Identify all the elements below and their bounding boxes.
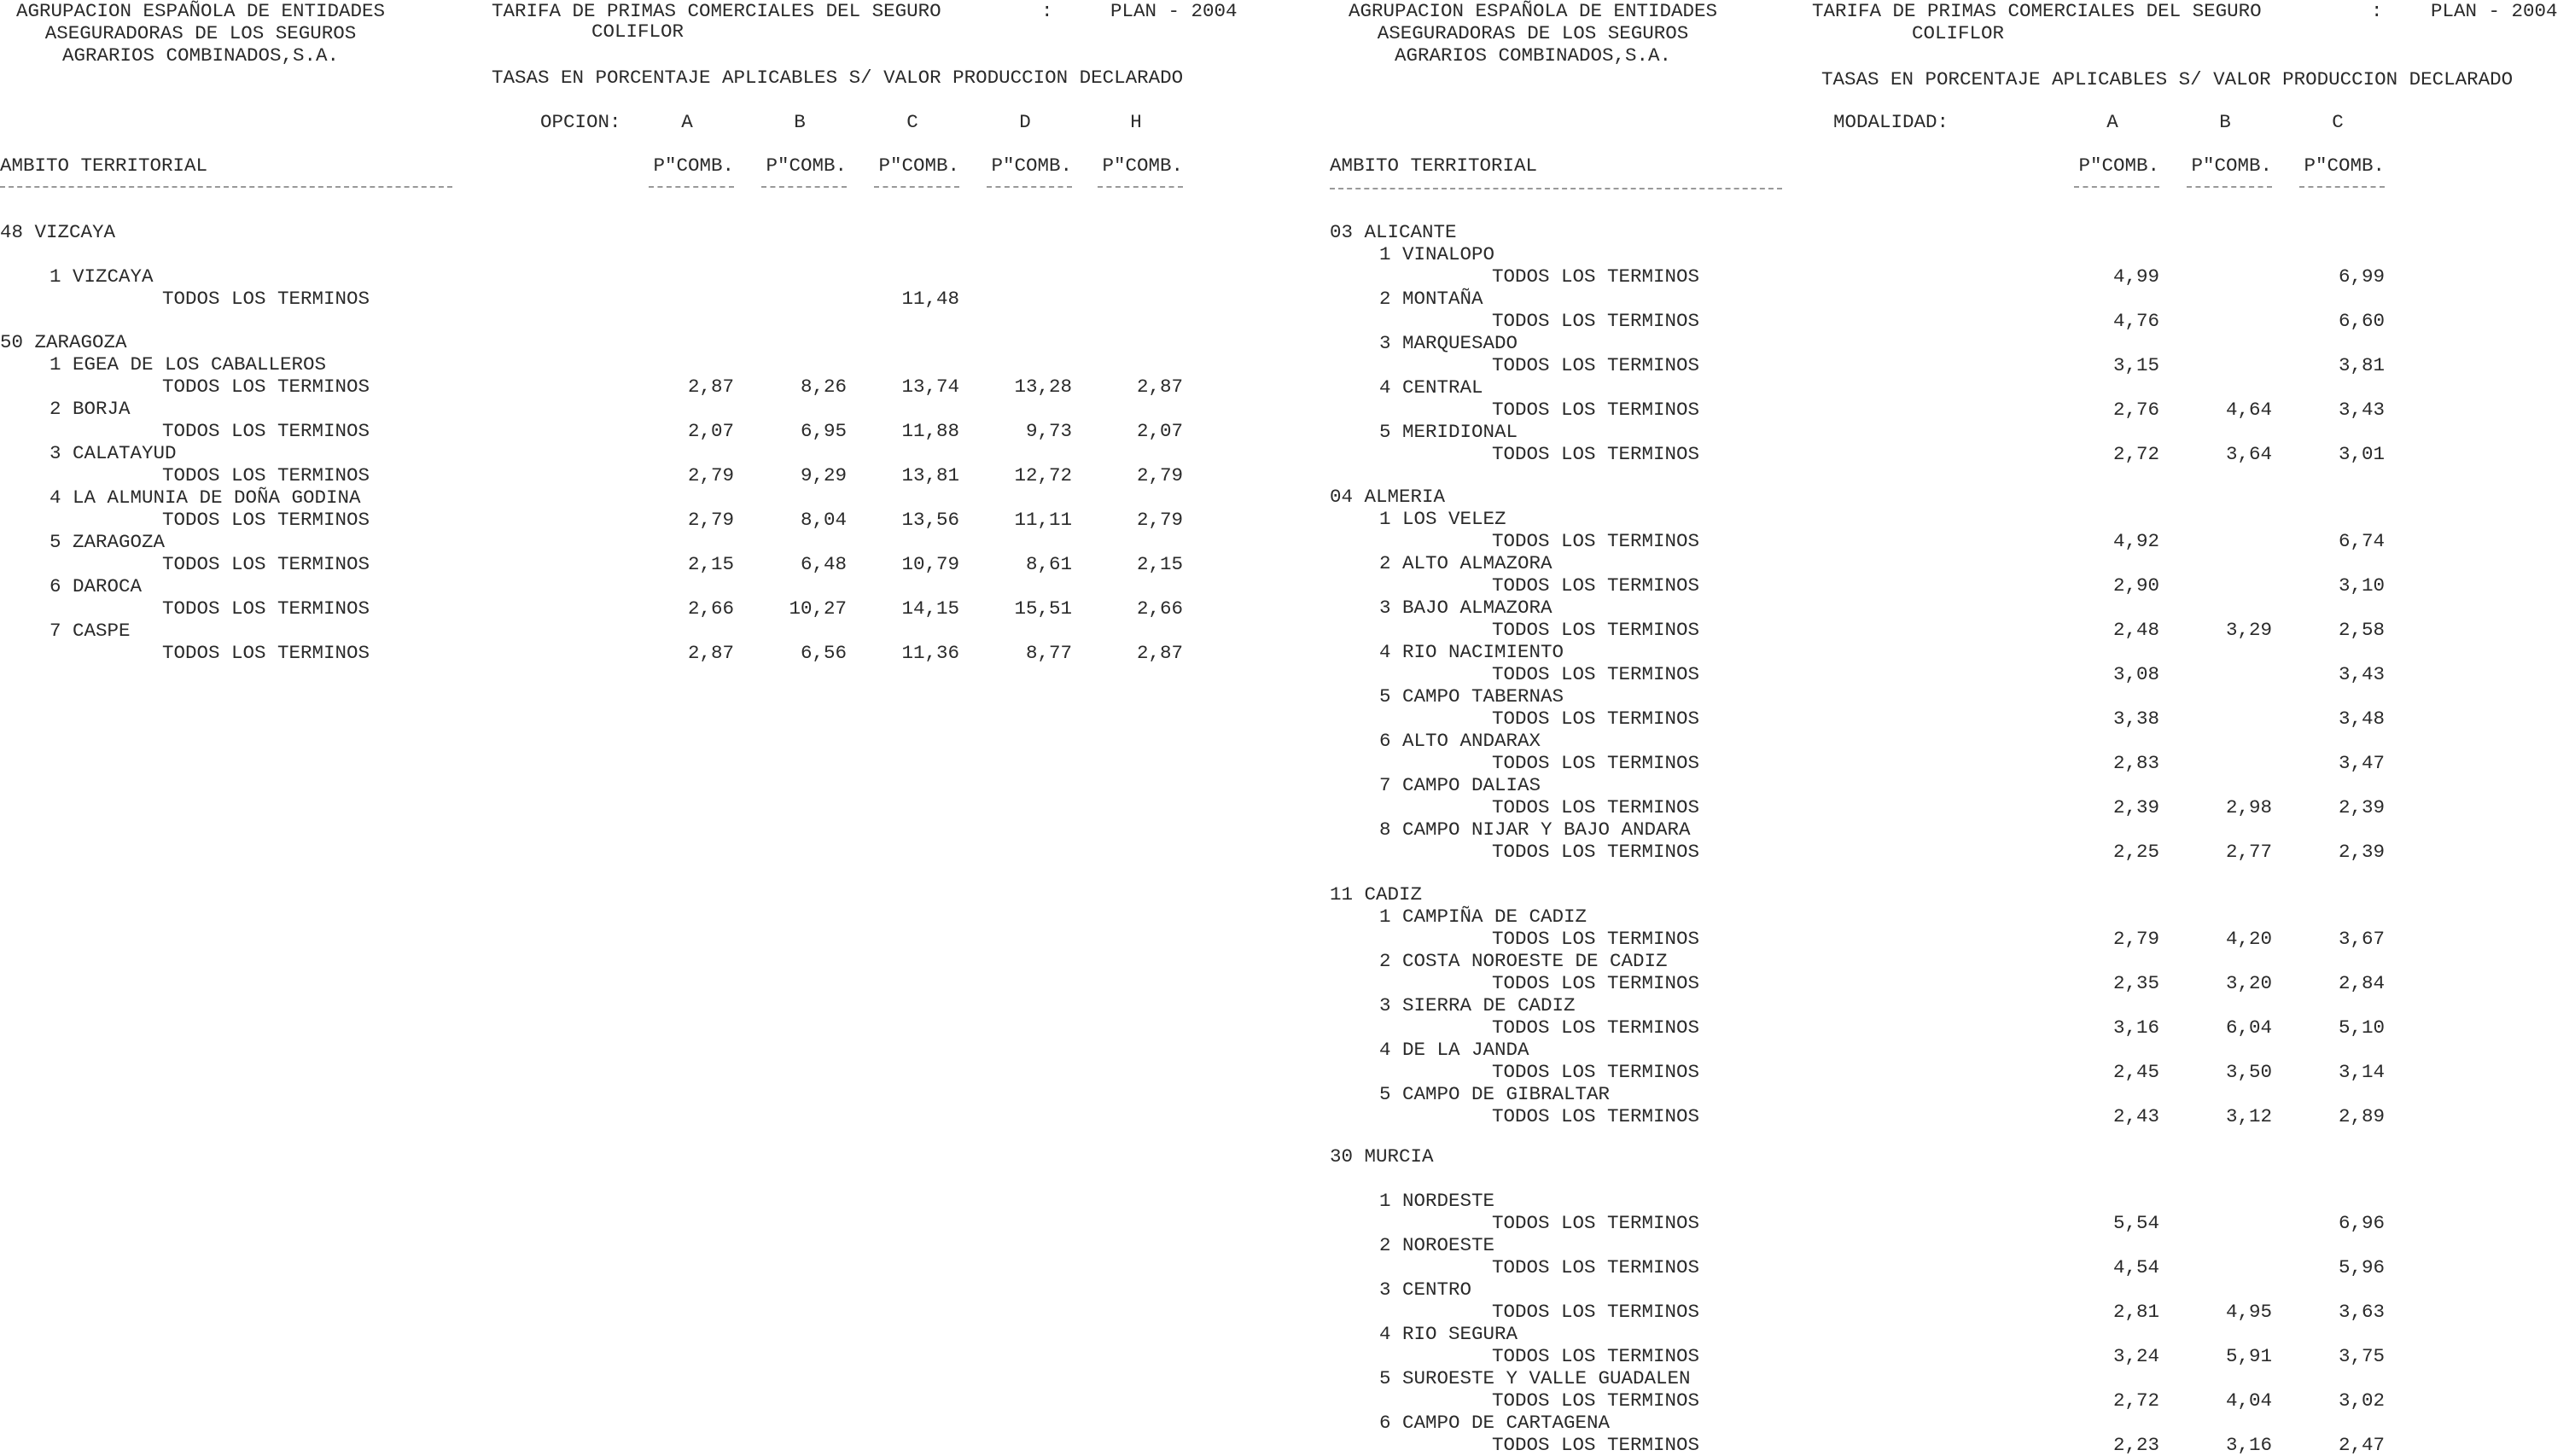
terms-label: TODOS LOS TERMINOS bbox=[162, 642, 370, 664]
province-name: 48 VIZCAYA bbox=[0, 221, 116, 243]
comarca-name: 1 VIZCAYA bbox=[50, 265, 154, 288]
rate-value: 3,47 bbox=[2338, 752, 2385, 774]
column-header: P"COMB. bbox=[1102, 154, 1183, 177]
rate-value: 6,99 bbox=[2338, 265, 2385, 288]
rate-value: 2,83 bbox=[2112, 752, 2159, 774]
rate-value: 5,10 bbox=[2338, 1016, 2385, 1039]
comarca-name: 2 BORJA bbox=[50, 398, 131, 420]
column-underline bbox=[649, 186, 734, 188]
terms-label: TODOS LOS TERMINOS bbox=[1492, 1434, 1700, 1456]
rate-value: 4,20 bbox=[2225, 928, 2272, 950]
rate-value: 4,76 bbox=[2112, 310, 2159, 332]
rate-value: 3,15 bbox=[2112, 354, 2159, 376]
rate-value: 4,92 bbox=[2112, 530, 2159, 552]
rate-value: 2,45 bbox=[2112, 1061, 2159, 1083]
column-underline bbox=[2187, 186, 2272, 188]
rate-value: 2,87 bbox=[687, 642, 734, 664]
rate-value: 3,50 bbox=[2225, 1061, 2272, 1083]
rate-value: 3,01 bbox=[2338, 443, 2385, 465]
rate-value: 3,43 bbox=[2338, 663, 2385, 685]
rate-value: 3,10 bbox=[2338, 574, 2385, 597]
rate-value: 2,84 bbox=[2338, 972, 2385, 994]
rate-value: 3,48 bbox=[2338, 708, 2385, 730]
rate-value: 8,77 bbox=[1025, 642, 1072, 664]
column-header: P"COMB. bbox=[2078, 154, 2159, 177]
column-underline bbox=[987, 186, 1072, 188]
rate-value: 4,04 bbox=[2225, 1389, 2272, 1412]
comarca-name: 3 MARQUESADO bbox=[1379, 332, 1518, 354]
comarca-name: 3 SIERRA DE CADIZ bbox=[1379, 994, 1576, 1016]
column-header: P"COMB. bbox=[2304, 154, 2385, 177]
rate-value: 5,96 bbox=[2338, 1256, 2385, 1278]
option-h: H bbox=[1130, 111, 1142, 133]
rate-value: 10,79 bbox=[901, 553, 959, 575]
terms-label: TODOS LOS TERMINOS bbox=[1492, 752, 1700, 774]
terms-label: TODOS LOS TERMINOS bbox=[162, 553, 370, 575]
rate-value: 6,56 bbox=[800, 642, 847, 664]
rate-value: 2,47 bbox=[2338, 1434, 2385, 1456]
comarca-name: 5 SUROESTE Y VALLE GUADALEN bbox=[1379, 1367, 1691, 1389]
column-header: P"COMB. bbox=[766, 154, 847, 177]
comarca-name: 5 CAMPO DE GIBRALTAR bbox=[1379, 1083, 1611, 1105]
tariff-title: TARIFA DE PRIMAS COMERCIALES DEL SEGURO bbox=[492, 0, 941, 22]
rate-value: 3,29 bbox=[2225, 619, 2272, 641]
comarca-name: 4 CENTRAL bbox=[1379, 376, 1483, 399]
comarca-name: 4 RIO NACIMIENTO bbox=[1379, 641, 1564, 663]
comarca-name: 5 CAMPO TABERNAS bbox=[1379, 685, 1564, 708]
terms-label: TODOS LOS TERMINOS bbox=[162, 509, 370, 531]
rate-value: 13,28 bbox=[1014, 376, 1072, 398]
terms-label: TODOS LOS TERMINOS bbox=[1492, 619, 1700, 641]
terms-label: TODOS LOS TERMINOS bbox=[1492, 972, 1700, 994]
rate-value: 2,87 bbox=[687, 376, 734, 398]
tariff-separator: : bbox=[1041, 0, 1053, 22]
rate-value: 2,25 bbox=[2112, 841, 2159, 863]
tariff-title: TARIFA DE PRIMAS COMERCIALES DEL SEGURO bbox=[1812, 0, 2262, 22]
plan-label: PLAN - 2004 bbox=[1110, 0, 1238, 22]
comarca-name: 8 CAMPO NIJAR Y BAJO ANDARA bbox=[1379, 818, 1691, 841]
rate-value: 2,07 bbox=[1136, 420, 1183, 442]
rate-value: 3,24 bbox=[2112, 1345, 2159, 1367]
rate-value: 3,81 bbox=[2338, 354, 2385, 376]
rate-value: 4,64 bbox=[2225, 399, 2272, 421]
plan-label: PLAN - 2004 bbox=[2431, 0, 2558, 22]
rate-value: 2,87 bbox=[1136, 642, 1183, 664]
comarca-name: 5 MERIDIONAL bbox=[1379, 421, 1518, 443]
left-tariff-page bbox=[0, 0, 1263, 1452]
rate-value: 5,91 bbox=[2225, 1345, 2272, 1367]
column-underline bbox=[2074, 186, 2159, 188]
terms-label: TODOS LOS TERMINOS bbox=[162, 288, 370, 310]
territorial-scope-heading: AMBITO TERRITORIAL bbox=[0, 154, 208, 177]
comarca-name: 1 EGEA DE LOS CABALLEROS bbox=[50, 353, 327, 376]
org-name-line-2: ASEGURADORAS DE LOS SEGUROS bbox=[44, 22, 357, 44]
rate-value: 3,02 bbox=[2338, 1389, 2385, 1412]
rate-value: 13,81 bbox=[901, 464, 959, 486]
terms-label: TODOS LOS TERMINOS bbox=[1492, 841, 1700, 863]
rate-value: 2,79 bbox=[687, 464, 734, 486]
rate-value: 13,56 bbox=[901, 509, 959, 531]
rate-value: 3,38 bbox=[2112, 708, 2159, 730]
rate-value: 2,39 bbox=[2338, 841, 2385, 863]
rate-value: 14,15 bbox=[901, 597, 959, 620]
comarca-name: 4 RIO SEGURA bbox=[1379, 1323, 1518, 1345]
comarca-name: 6 ALTO ANDARAX bbox=[1379, 730, 1541, 752]
rate-value: 6,95 bbox=[800, 420, 847, 442]
terms-label: TODOS LOS TERMINOS bbox=[1492, 1061, 1700, 1083]
comarca-name: 3 BAJO ALMAZORA bbox=[1379, 597, 1553, 619]
rate-value: 11,11 bbox=[1014, 509, 1072, 531]
column-underline bbox=[2299, 186, 2385, 188]
rates-description: TASAS EN PORCENTAJE APLICABLES S/ VALOR PRODUCCION DECLARADO bbox=[492, 67, 1184, 89]
territorial-scope-heading: AMBITO TERRITORIAL bbox=[1330, 154, 1538, 177]
comarca-name: 6 CAMPO DE CARTAGENA bbox=[1379, 1412, 1611, 1434]
rate-value: 2,15 bbox=[1136, 553, 1183, 575]
column-header: P"COMB. bbox=[991, 154, 1072, 177]
crop-name: COLIFLOR bbox=[591, 20, 685, 43]
comarca-name: 7 CAMPO DALIAS bbox=[1379, 774, 1541, 796]
terms-label: TODOS LOS TERMINOS bbox=[1492, 574, 1700, 597]
comarca-name: 1 CAMPIÑA DE CADIZ bbox=[1379, 906, 1588, 928]
rate-value: 3,20 bbox=[2225, 972, 2272, 994]
rate-value: 3,08 bbox=[2112, 663, 2159, 685]
rate-value: 6,60 bbox=[2338, 310, 2385, 332]
terms-label: TODOS LOS TERMINOS bbox=[1492, 928, 1700, 950]
heading-underline bbox=[1330, 188, 1782, 189]
rate-value: 10,27 bbox=[789, 597, 847, 620]
comarca-name: 1 LOS VELEZ bbox=[1379, 508, 1506, 530]
column-underline bbox=[874, 186, 959, 188]
option-d: D bbox=[1019, 111, 1031, 133]
rate-value: 2,79 bbox=[1136, 509, 1183, 531]
rate-value: 9,73 bbox=[1025, 420, 1072, 442]
rate-value: 3,64 bbox=[2225, 443, 2272, 465]
rate-value: 2,23 bbox=[2112, 1434, 2159, 1456]
rate-value: 2,81 bbox=[2112, 1301, 2159, 1323]
terms-label: TODOS LOS TERMINOS bbox=[1492, 708, 1700, 730]
column-underline bbox=[761, 186, 847, 188]
rate-value: 9,29 bbox=[800, 464, 847, 486]
org-name-line-3: AGRARIOS COMBINADOS,S.A. bbox=[61, 44, 340, 67]
option-a: A bbox=[2106, 111, 2118, 133]
option-b: B bbox=[2219, 111, 2231, 133]
rate-value: 2,89 bbox=[2338, 1105, 2385, 1127]
rate-value: 12,72 bbox=[1014, 464, 1072, 486]
rate-value: 13,74 bbox=[901, 376, 959, 398]
rate-value: 2,79 bbox=[687, 509, 734, 531]
rate-value: 2,43 bbox=[2112, 1105, 2159, 1127]
province-name: 03 ALICANTE bbox=[1330, 221, 1457, 243]
comarca-name: 4 LA ALMUNIA DE DOÑA GODINA bbox=[50, 486, 361, 509]
rate-value: 2,72 bbox=[2112, 443, 2159, 465]
terms-label: TODOS LOS TERMINOS bbox=[1492, 1212, 1700, 1234]
terms-label: TODOS LOS TERMINOS bbox=[162, 464, 370, 486]
province-name: 04 ALMERIA bbox=[1330, 486, 1446, 508]
terms-label: TODOS LOS TERMINOS bbox=[1492, 1345, 1700, 1367]
comarca-name: 1 NORDESTE bbox=[1379, 1190, 1495, 1212]
org-name-line-3: AGRARIOS COMBINADOS,S.A. bbox=[1394, 44, 1672, 67]
terms-label: TODOS LOS TERMINOS bbox=[1492, 399, 1700, 421]
rate-value: 11,36 bbox=[901, 642, 959, 664]
comarca-name: 6 DAROCA bbox=[50, 575, 143, 597]
comarca-name: 2 NOROESTE bbox=[1379, 1234, 1495, 1256]
rate-value: 2,77 bbox=[2225, 841, 2272, 863]
terms-label: TODOS LOS TERMINOS bbox=[1492, 1016, 1700, 1039]
option-label: OPCION: bbox=[540, 111, 621, 133]
terms-label: TODOS LOS TERMINOS bbox=[1492, 443, 1700, 465]
rate-value: 6,48 bbox=[800, 553, 847, 575]
rate-value: 2,48 bbox=[2112, 619, 2159, 641]
terms-label: TODOS LOS TERMINOS bbox=[1492, 310, 1700, 332]
rate-value: 2,07 bbox=[687, 420, 734, 442]
rates-description: TASAS EN PORCENTAJE APLICABLES S/ VALOR PRODUCCION DECLARADO bbox=[1821, 68, 2514, 90]
rate-value: 2,87 bbox=[1136, 376, 1183, 398]
rate-value: 2,98 bbox=[2225, 796, 2272, 818]
rate-value: 2,66 bbox=[1136, 597, 1183, 620]
rate-value: 4,99 bbox=[2112, 265, 2159, 288]
comarca-name: 1 VINALOPO bbox=[1379, 243, 1495, 265]
terms-label: TODOS LOS TERMINOS bbox=[162, 597, 370, 620]
org-name-line-2: ASEGURADORAS DE LOS SEGUROS bbox=[1377, 22, 1689, 44]
terms-label: TODOS LOS TERMINOS bbox=[1492, 265, 1700, 288]
province-name: 30 MURCIA bbox=[1330, 1145, 1434, 1168]
rate-value: 3,67 bbox=[2338, 928, 2385, 950]
terms-label: TODOS LOS TERMINOS bbox=[1492, 354, 1700, 376]
terms-label: TODOS LOS TERMINOS bbox=[1492, 1256, 1700, 1278]
rate-value: 3,12 bbox=[2225, 1105, 2272, 1127]
rate-value: 3,75 bbox=[2338, 1345, 2385, 1367]
rate-value: 2,39 bbox=[2338, 796, 2385, 818]
modality-label: MODALIDAD: bbox=[1833, 111, 1949, 133]
terms-label: TODOS LOS TERMINOS bbox=[1492, 530, 1700, 552]
option-b: B bbox=[794, 111, 806, 133]
rate-value: 2,79 bbox=[1136, 464, 1183, 486]
rate-value: 2,35 bbox=[2112, 972, 2159, 994]
rate-value: 6,96 bbox=[2338, 1212, 2385, 1234]
column-header: P"COMB. bbox=[653, 154, 734, 177]
rate-value: 4,95 bbox=[2225, 1301, 2272, 1323]
comarca-name: 2 MONTAÑA bbox=[1379, 288, 1483, 310]
rate-value: 3,16 bbox=[2112, 1016, 2159, 1039]
rate-value: 8,26 bbox=[800, 376, 847, 398]
rate-value: 3,14 bbox=[2338, 1061, 2385, 1083]
rate-value: 8,61 bbox=[1025, 553, 1072, 575]
rate-value: 6,74 bbox=[2338, 530, 2385, 552]
option-c: C bbox=[2332, 111, 2344, 133]
rate-value: 2,15 bbox=[687, 553, 734, 575]
rate-value: 4,54 bbox=[2112, 1256, 2159, 1278]
option-a: A bbox=[681, 111, 693, 133]
terms-label: TODOS LOS TERMINOS bbox=[1492, 796, 1700, 818]
province-name: 11 CADIZ bbox=[1330, 883, 1423, 906]
rate-value: 3,43 bbox=[2338, 399, 2385, 421]
right-tariff-page bbox=[1330, 0, 2575, 1456]
rate-value: 6,04 bbox=[2225, 1016, 2272, 1039]
province-name: 50 ZARAGOZA bbox=[0, 331, 127, 353]
comarca-name: 3 CALATAYUD bbox=[50, 442, 177, 464]
terms-label: TODOS LOS TERMINOS bbox=[162, 420, 370, 442]
rate-value: 2,39 bbox=[2112, 796, 2159, 818]
rate-value: 2,58 bbox=[2338, 619, 2385, 641]
org-name-line-1: AGRUPACION ESPAÑOLA DE ENTIDADES bbox=[15, 0, 386, 22]
comarca-name: 2 COSTA NOROESTE DE CADIZ bbox=[1379, 950, 1668, 972]
org-name-line-1: AGRUPACION ESPAÑOLA DE ENTIDADES bbox=[1348, 0, 1718, 22]
terms-label: TODOS LOS TERMINOS bbox=[1492, 663, 1700, 685]
column-header: P"COMB. bbox=[878, 154, 959, 177]
rate-value: 2,66 bbox=[687, 597, 734, 620]
rate-value: 2,76 bbox=[2112, 399, 2159, 421]
rate-value: 2,79 bbox=[2112, 928, 2159, 950]
rate-value: 3,16 bbox=[2225, 1434, 2272, 1456]
tariff-separator: : bbox=[2371, 0, 2383, 22]
rate-value: 5,54 bbox=[2112, 1212, 2159, 1234]
rate-value: 2,72 bbox=[2112, 1389, 2159, 1412]
comarca-name: 4 DE LA JANDA bbox=[1379, 1039, 1529, 1061]
terms-label: TODOS LOS TERMINOS bbox=[162, 376, 370, 398]
column-underline bbox=[1098, 186, 1183, 188]
rate-value: 15,51 bbox=[1014, 597, 1072, 620]
heading-underline bbox=[0, 186, 452, 188]
rate-value: 8,04 bbox=[800, 509, 847, 531]
column-header: P"COMB. bbox=[2191, 154, 2272, 177]
comarca-name: 7 CASPE bbox=[50, 620, 131, 642]
comarca-name: 3 CENTRO bbox=[1379, 1278, 1472, 1301]
terms-label: TODOS LOS TERMINOS bbox=[1492, 1389, 1700, 1412]
comarca-name: 5 ZARAGOZA bbox=[50, 531, 166, 553]
crop-name: COLIFLOR bbox=[1912, 22, 2005, 44]
terms-label: TODOS LOS TERMINOS bbox=[1492, 1301, 1700, 1323]
comarca-name: 2 ALTO ALMAZORA bbox=[1379, 552, 1553, 574]
rate-value: 2,90 bbox=[2112, 574, 2159, 597]
rate-value: 11,88 bbox=[901, 420, 959, 442]
terms-label: TODOS LOS TERMINOS bbox=[1492, 1105, 1700, 1127]
option-c: C bbox=[906, 111, 918, 133]
rate-value: 3,63 bbox=[2338, 1301, 2385, 1323]
rate-value: 11,48 bbox=[901, 288, 959, 310]
